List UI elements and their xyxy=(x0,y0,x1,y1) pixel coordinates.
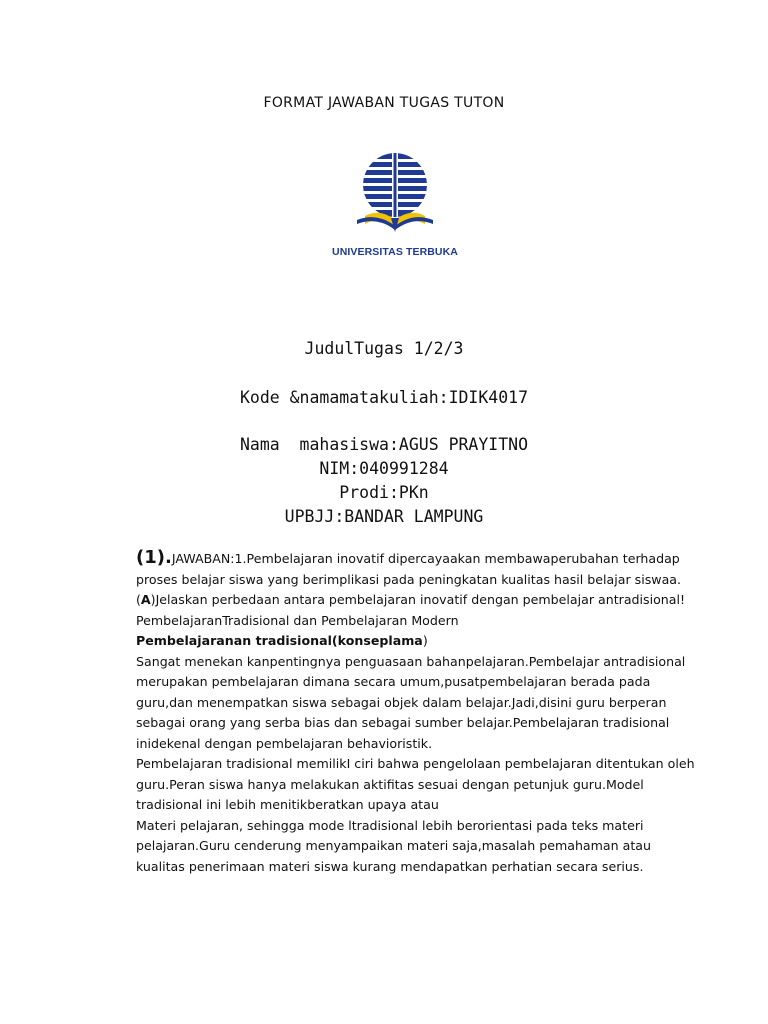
upbjj: UPBJJ:BANDAR LAMPUNG xyxy=(284,507,484,526)
answer-line: pelajaran.Guru cenderung menyampaikan materi saja,masalah pemahaman atau xyxy=(136,838,651,853)
answer-line: Materi pelajaran, sehingga mode ltradisional lebih berorientasi pada teks materi xyxy=(136,817,644,833)
answer-line: proses belajar siswa yang berimplikasi pada peningkatan kualitas hasil belajar siswaa. xyxy=(136,571,682,587)
judul-tugas: JudulTugas 1/2/3 xyxy=(304,339,464,358)
answer-line: kualitas penerimaan materi siswa kurang mendapatkan perhatian secara serius. xyxy=(136,858,644,874)
nim: NIM:040991284 xyxy=(319,459,449,478)
answer-line: inidekenal dengan pembelajaran behavioristik. xyxy=(136,735,433,751)
document-title: FORMAT JAWABAN TUGAS TUTON xyxy=(263,95,505,111)
answer-line: guru.Peran siswa hanya melakukan aktifitas sesuai dengan petunjuk guru.Model xyxy=(136,776,644,792)
answer-line: tradisional ini lebih menitikberatkan upaya atau xyxy=(136,797,439,812)
answer-line: PembelajaranTradisional dan Pembelajaran Modern xyxy=(136,612,459,628)
answer-line: (A)Jelaskan perbedaan antara pembelajaran inovatif dengan pembelajar antradisional! xyxy=(136,592,686,607)
answer-line: Sangat menekan kanpentingnya penguasaan bahanpelajaran.Pembelajar antradisional xyxy=(136,653,686,669)
answer-line: Pembelajaran tradisional memilikI ciri bahwa pengelolaan pembelajaran ditentukan oleh xyxy=(136,756,695,771)
nama-mahasiswa: Nama mahasiswa:AGUS PRAYITNO xyxy=(239,435,529,454)
prodi: Prodi:PKn xyxy=(339,483,429,502)
answer-body xyxy=(136,548,736,877)
kode-matakuliah: Kode &namamatakuliah:IDIK4017 xyxy=(239,388,529,407)
section-heading: Pembelajaranan tradisional(konseplama xyxy=(136,633,423,648)
logo-text: UNIVERSITAS TERBUKA xyxy=(332,246,458,258)
logo-emblem-icon xyxy=(325,150,465,250)
answer-line: Pembelajaranan tradisional(konseplama) xyxy=(136,633,428,648)
answer-number: (1). xyxy=(136,547,172,568)
answer-line: sebagai orang yang serba bias dan sebagai sumber belajar.Pembelajaran tradisional xyxy=(136,715,670,730)
answer-line: (1).JAWABAN:1.Pembelajaran inovatif dipercayaakan membawaperubahan terhadap xyxy=(136,547,680,568)
answer-line: merupakan pembelajaran dimana secara umum,pusatpembelajaran berada pada xyxy=(136,674,651,689)
universitas-terbuka-logo xyxy=(325,150,465,260)
answer-line: guru,dan menempatkan siswa sebagai objek dalam belajar.Jadi,disini guru berperan xyxy=(136,694,667,710)
